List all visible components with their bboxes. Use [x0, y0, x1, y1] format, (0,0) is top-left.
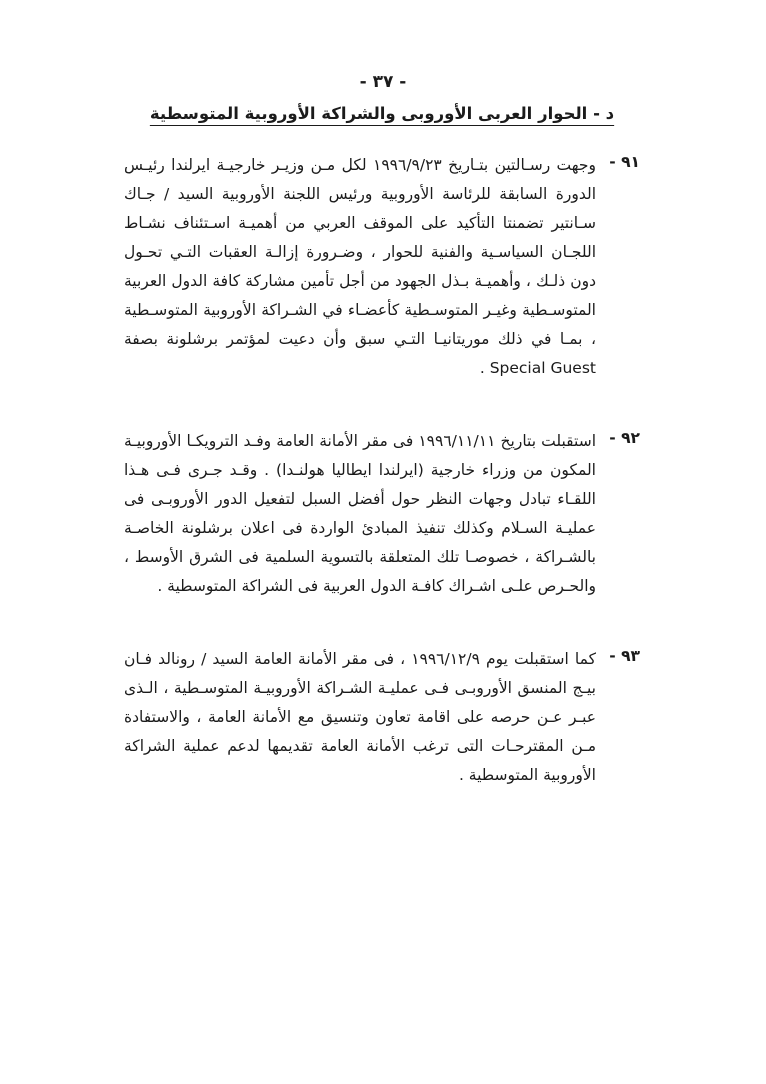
paragraph-marker: ٩٣ - [609, 647, 640, 665]
paragraph-marker: ٩١ - [609, 153, 640, 171]
paragraph [124, 427, 640, 601]
paragraph [124, 151, 640, 383]
page-number: - ٣٧ - [359, 72, 407, 92]
paragraph-marker: ٩٢ - [609, 429, 640, 447]
section-heading: د - الحوار العربى الأوروبى والشراكة الأوروبية المتوسطية [149, 104, 615, 123]
paragraph [124, 645, 640, 790]
page-content [124, 104, 640, 834]
paragraph-text: استقبلت بتاريخ ١٩٩٦/١١/١١ فى مقر الأمانة العامة وفـد الترويكـا الأوروبيـة المكون من وزراء خارجية (ايرلندا ايطاليا هولنـدا) . وقـد جـرى فـى هـذا اللقـاء تبادل وجهات النظر حول أفضل السبل لتفعيل الدور الأوروبـى فى عمليـة السـلام وكذلك تنفيذ المبادئ الواردة فى اعلان برشلونة الخاصـة بالشـراكة ، خصوصـا تلك المتعلقة بالتسوية السلمية فى الشرق الأوسط ، والحـرص علـى اشـراك كافـة الدول العربية فى الشراكة المتوسطية . [124, 432, 596, 595]
paragraph-text: كما استقبلت يوم ١٩٩٦/١٢/٩ ، فى مقر الأمانة العامة السيد / رونالد فـان بيـج المنسق الأوروبـى فـى عمليـة الشـراكة الأوروبيـة المتوسـطية ، الـذى عبـر عـن حرصه على اقامة تعاون وتنسيق مع الأمانة العامة ، والاستفادة مـن المقترحـات التى ترغب الأمانة العامة تقديمها لدعم عملية الشراكة الأوروبية المتوسطية . [124, 650, 596, 784]
paragraph-text: وجهت رسـالتين بتـاريخ ١٩٩٦/٩/٢٣ لكل مـن وزيـر خارجيـة ايرلندا رئيـس الدورة السابقة للرئاسة الأوروبية ورئيس اللجنة الأوروبية السيد / جـاك سـانتير تضمنتا التأكيد على الموقف العربي من أهميـة اسـتئناف نشـاط اللجـان السياسـية والفنية للحوار ، وضـرورة إزالـة العقبات التـي تحـول دون ذلـك ، وأهميـة بـذل الجهود من أجل تأمين مشاركة كافة الدول العربية المتوسـطية وغيـر المتوسـطية كأعضـاء في الشـراكة الأوروبية المتوسـطية ، بمـا في ذلك موريتانيـا التـي سبق وأن دعيت لمؤتمر برشلونة بصفة Special Guest . [124, 156, 596, 377]
